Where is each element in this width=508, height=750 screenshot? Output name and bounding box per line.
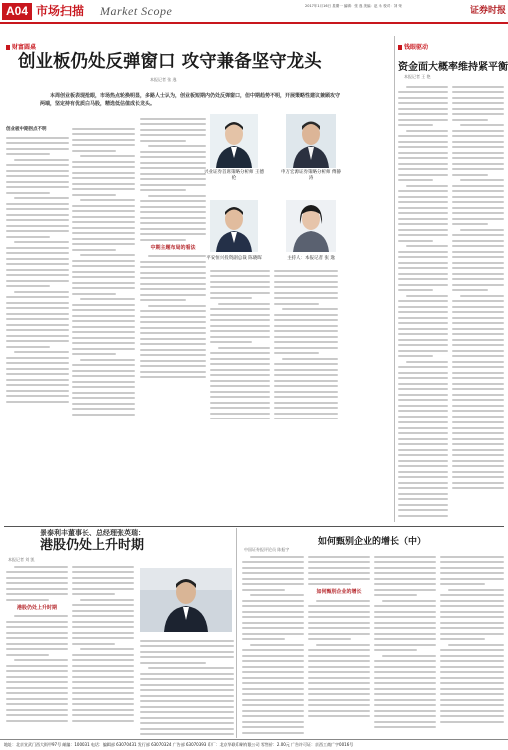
main-byline: 本报记者 张 逸 [150, 77, 177, 82]
main-story-tag: 财富圆桌 [6, 42, 36, 51]
analyst-caption-2: 申万宏源证券策略分析师 傅静涛 [281, 170, 341, 181]
analyst-caption-3: 平安恒兴投资副总裁 陈晓晖 [206, 256, 262, 261]
bottom-right-subhead: 如何甄别企业的增长 [316, 589, 362, 595]
page-footer: 地址：北京宣武门西大街甲97号 邮编：100031 电话：编辑部 63070431 发行部 63070324 广告部 63070393 印厂：北京华联印刷有限公司 零售价：2.00元 广告许可证：京西工商广字0016号 [0, 739, 508, 750]
right-story-tag: 钱眼驱动 [398, 42, 428, 51]
host-photo [286, 200, 336, 252]
bottom-right-headline: 如何甄别企业的增长（中） [317, 537, 426, 547]
interviewee-photo [140, 568, 232, 632]
bottom-right-byline: 中国证券报评论员 陈振宇 [244, 547, 290, 552]
analyst-caption-1: 兴业证券首席策略分析师 王德伦 [204, 170, 264, 181]
issue-info: 2017年1月16日 星期一 编辑：张 逸 美编：赵 永 校对：刘 荣 [305, 4, 402, 8]
bottom-right-column-4 [440, 552, 504, 737]
mid-subhead: 中期主题布局的看法 [150, 244, 196, 251]
right-column-1 [398, 82, 448, 520]
analyst-photo-2 [286, 114, 336, 168]
header-rule [0, 22, 508, 24]
bottom-left-byline: 本报记者 刘 凯 [8, 557, 35, 562]
right-headline: 资金面大概率维持紧平衡 [398, 62, 508, 73]
section-title-en: Market Scope [100, 4, 173, 18]
page-number: A04 [2, 3, 32, 20]
bottom-left-subhead: 港股仍处上升时期 [16, 604, 57, 611]
main-column-2 [72, 124, 135, 419]
bottom-left-column-2 [72, 562, 134, 737]
bottom-headline-line2: 港股仍处上升时期 [40, 538, 145, 553]
section-divider [4, 526, 504, 527]
main-lead: 本周创业板表现抢眼，市场热点轮换明显，多路人士认为，创业板短期内仍处反弹窗口，但中期趋势不明，开展策略性建议兼顾攻守两端，坚定持有优质白马股，精选低估值成长龙头。 [40, 93, 341, 107]
right-byline: 本报记者 王 艳 [404, 74, 431, 79]
bottom-left-column-1 [6, 562, 68, 737]
paper-logo: 证券时报 [469, 6, 506, 16]
first-question: 创业板中期拐点不明 [6, 127, 47, 132]
main-column-1 [6, 124, 69, 419]
bottom-right-column-2 [308, 552, 370, 737]
section-title: 市场扫描 [36, 4, 85, 18]
bottom-right-column-1 [242, 552, 304, 737]
bottom-headline-line1: 景泰利丰董事长、总经理张英瑞： [40, 529, 145, 537]
bottom-right-column-3 [374, 552, 436, 737]
page-header [0, 0, 508, 22]
host-caption: 主持人：本报记者 张 逸 [287, 256, 335, 261]
main-column-4 [210, 266, 270, 419]
bottom-left-column-3 [140, 636, 234, 736]
main-column-5 [274, 266, 338, 419]
bottom-column-divider [236, 528, 237, 738]
right-column-2 [452, 82, 504, 520]
main-headline: 创业板仍处反弹窗口 攻守兼备坚守龙头 [18, 52, 322, 72]
column-divider [394, 36, 395, 522]
analyst-photo-1 [210, 114, 258, 168]
main-column-3 [140, 114, 206, 419]
analyst-photo-3 [210, 200, 258, 252]
